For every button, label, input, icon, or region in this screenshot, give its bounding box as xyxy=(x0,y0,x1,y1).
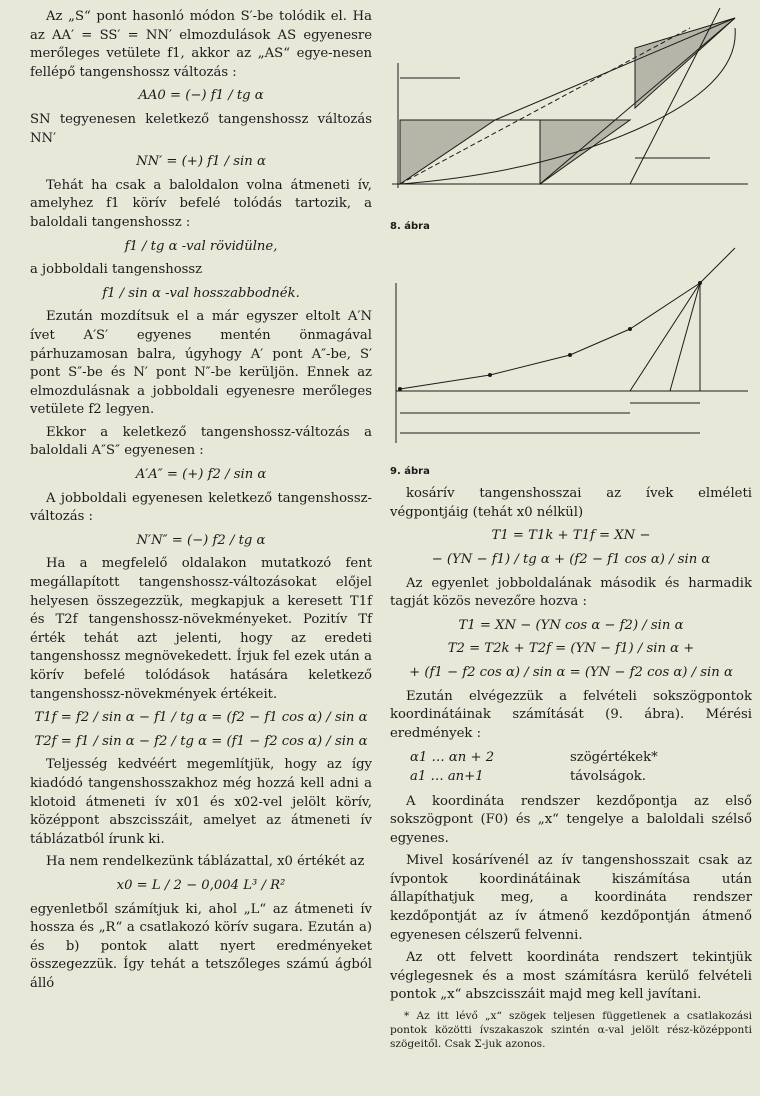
paragraph: Teljesség kedvéért megemlítjük, hogy az így kiadódó tangenshosszakhoz még hozzá kell adni a klotoid átmeneti ív x01 és x02-vel jelölt körív, középpont abszcisszáit, amelyet az átmeneti ív táblázatból írunk ki. xyxy=(30,757,372,847)
equation: f1 / tg α -val rövidülne, xyxy=(124,238,278,254)
equation: N′N″ = (−) f2 / tg α xyxy=(136,532,266,548)
list-item-symbol: a1 … an+1 xyxy=(410,768,484,784)
paragraph: a jobboldali tangenshossz xyxy=(30,262,203,278)
equation: NN′ = (+) f1 / sin α xyxy=(136,154,266,170)
paragraph: A jobboldali egyenesen keletkező tangenshossz-változás : xyxy=(30,490,372,525)
paragraph: Tehát ha csak a baloldalon volna átmeneti ív, amelyhez f1 körív befelé tolódás tartozik, a baloldali tangenshossz : xyxy=(30,177,372,230)
equation: f1 / sin α -val hosszabbodnék. xyxy=(102,285,300,301)
equation: T1 = XN − (YN cos α − f2) / sin α xyxy=(458,617,684,633)
figure-9-caption: 9. ábra xyxy=(390,465,430,477)
list-item-label: távolságok. xyxy=(570,768,646,784)
equation: T2 = T2k + T2f = (YN − f1) / sin α + xyxy=(447,641,695,657)
paragraph: Az egyenlet jobboldalának második és harmadik tagját közös nevezőre hozva : xyxy=(390,575,752,610)
equation: T2f = f1 / sin α − f2 / tg α = (f1 − f2 cos α) / sin α xyxy=(34,733,368,749)
left-column xyxy=(30,8,372,998)
paragraph: Ezután elvégezzük a felvételi sokszögpontok koordinátáinak számítását (9. ábra). Mérési eredmények : xyxy=(390,688,752,741)
figure-8-diagram xyxy=(390,8,752,218)
measurement-list xyxy=(390,749,752,786)
paragraph: Ekkor a keletkező tangenshossz-változás a baloldali A″S″ egyenesen : xyxy=(30,424,372,459)
figure-8-caption: 8. ábra xyxy=(390,221,430,232)
paragraph: Az „S“ pont hasonló módon S′-be tolódik el. Ha az AA′ = SS′ = NN′ elmozdulások AS egyenesre merőleges vetülete f1, akkor az „AS“ egye-nesen fellépő tangenshossz változás : xyxy=(30,9,372,80)
paragraph: Ezután mozdítsuk el a már egyszer eltolt A′N ívet A′S′ egyenes mentén önmagával párhuzamosan balra, úgyhogy A′ pont A″-be, S′ pont S″-be és N′ pont N″-be kerüljön. Ennek az elmozdulásnak a jobboldali egyenesre merőleges vetülete f2 legyen. xyxy=(30,309,372,418)
paragraph: SN tegyenesen keletkező tangenshossz változás NN′ xyxy=(30,111,372,146)
list-item-symbol: α1 … αn + 2 xyxy=(410,750,495,766)
paragraph: Mivel kosárívenél az ív tangenshosszait csak az ívpontok koordinátáinak kiszámítása után állapíthatjuk meg, a koordináta rendszer kezdőpontját az ív átmenő kezdőpontján átmenő egyenesen célszerű felvenni. xyxy=(390,853,752,943)
list-item xyxy=(390,768,752,787)
paragraph: A koordináta rendszer kezdőpontja az első sokszögpont (F0) és „x“ tengelye a baloldali szélső egyenes. xyxy=(390,793,752,846)
paragraph: kosárív tangenshosszai az ívek elméleti végpontjáig (tehát x0 nélkül) xyxy=(390,486,752,520)
equation: T1 = T1k + T1f = XN − xyxy=(491,528,651,544)
list-item-label: szögértékek* xyxy=(570,750,658,766)
list-item xyxy=(390,749,752,768)
paragraph: Ha nem rendelkezünk táblázattal, x0 értékét az xyxy=(46,854,365,870)
figure-9-diagram xyxy=(390,243,752,463)
paragraph: Az ott felvett koordináta rendszert tekintjük véglegesnek és a most számításra kerülő felvételi pontok „x“ abszcisszáit majd meg kell javítani. xyxy=(390,950,752,1003)
equation: AA0 = (−) f1 / tg α xyxy=(138,88,264,104)
equation: + (f1 − f2 cos α) / sin α = (YN − f2 cos α) / sin α xyxy=(409,664,733,680)
paragraph: egyenletből számítjuk ki, ahol „L“ az átmeneti ív hossza és „R“ a csatlakozó körív sugara. Ezután a) és b) pontok alatt nyert eredményeket összegezzük. Így tehát a tetszőleges számú ágból álló xyxy=(30,901,372,991)
equation: T1f = f2 / sin α − f1 / tg α = (f2 − f1 cos α) / sin α xyxy=(34,710,368,726)
equation: A′A″ = (+) f2 / sin α xyxy=(135,467,267,483)
right-column xyxy=(390,8,752,1055)
equation: − (YN − f1) / tg α + (f2 − f1 cos α) / sin α xyxy=(431,551,711,567)
paragraph: Ha a megfelelő oldalakon mutatkozó fent megállapított tangenshossz-változásokat előjel helyesen összegezzük, megkapjuk a keresett T1f és T2f tangenshossz-növekményeket. Pozitív Tf érték tehát azt jelenti, hogy az eredeti tangenshossz megnövekedett. Írjuk fel ezek után a körív befelé tolódások hatására keletkező tangenshossz-növekmények értékeit. xyxy=(30,556,372,702)
footnote: * Az itt lévő „x“ szögek teljesen függetlenek a csatlakozási pontok közötti ívszakaszok szintén α-val jelölt rész-középponti szögeitől. Csak Σ-juk azonos. xyxy=(390,1010,752,1051)
equation: x0 = L / 2 − 0,004 L³ / R² xyxy=(116,877,286,893)
